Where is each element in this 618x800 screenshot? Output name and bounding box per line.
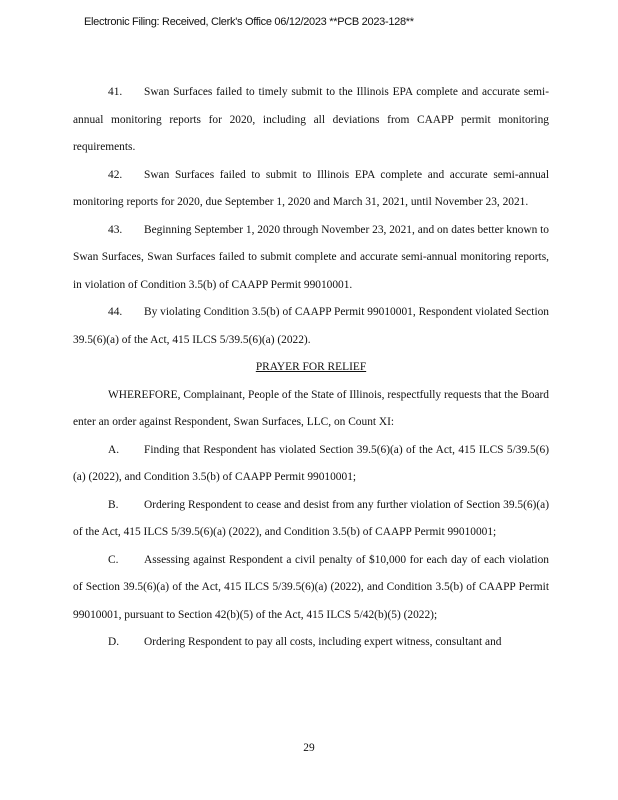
relief-item-c xyxy=(73,547,549,630)
paragraph-text: Swan Surfaces failed to submit to Illinois EPA complete and accurate semi-annual monitoring reports for 2020, due September 1, 2020 and March 31, 2021, until November 23, 2021. xyxy=(73,168,549,208)
paragraph-44 xyxy=(73,299,549,354)
item-letter: C. xyxy=(108,553,119,566)
item-text: Assessing against Respondent a civil penalty of $10,000 for each day of each violation of Section 39.5(6)(a) of the Act, 415 ILCS 5/39.5(6)(a) (2022), and Condition 3.5(b) of CAAPP Permit 99010001, pursuant to Section 42(b)(5) of the Act, 415 ILCS 5/42(b)(5) (2022); xyxy=(73,553,549,621)
item-letter: B. xyxy=(108,498,119,511)
page-number: 29 xyxy=(303,742,315,754)
prayer-heading: PRAYER FOR RELIEF xyxy=(255,361,367,373)
filing-stamp-header: Electronic Filing: Received, Clerk's Office 06/12/2023 **PCB 2023-128** xyxy=(84,16,414,28)
item-text: Finding that Respondent has violated Section 39.5(6)(a) of the Act, 415 ILCS 5/39.5(6)(a) (2022), and Condition 3.5(b) of CAAPP Permit 99010001; xyxy=(73,443,549,483)
relief-item-a xyxy=(73,437,549,492)
item-letter: D. xyxy=(108,636,120,648)
paragraph-text: By violating Condition 3.5(b) of CAAPP Permit 99010001, Respondent violated Section 39.5(6)(a) of the Act, 415 ILCS 5/39.5(6)(a) (2022). xyxy=(73,306,549,346)
paragraph-text: Swan Surfaces failed to timely submit to the Illinois EPA complete and accurate semi-annual monitoring reports for 2020, including all deviations from CAAPP permit monitoring requirements. xyxy=(73,86,549,153)
item-letter: A. xyxy=(108,443,120,456)
paragraph-number: 42. xyxy=(108,168,123,181)
paragraph-42 xyxy=(73,162,549,217)
item-text: Ordering Respondent to pay all costs, including expert witness, consultant and xyxy=(144,636,502,648)
paragraph-number: 43. xyxy=(108,223,123,236)
section-heading xyxy=(73,354,549,382)
relief-item-d xyxy=(73,629,549,657)
document-body xyxy=(73,79,549,657)
paragraph-text: Beginning September 1, 2020 through November 23, 2021, and on dates better known to Swan Surfaces, Swan Surfaces failed to submit complete and accurate semi-annual monitoring reports, in violation of Condition 3.5(b) of CAAPP Permit 99010001. xyxy=(73,223,549,291)
paragraph-41 xyxy=(73,79,549,162)
paragraph-number: 41. xyxy=(108,86,123,98)
prayer-intro: WHEREFORE, Complainant, People of the State of Illinois, respectfully requests that the Board enter an order against Respondent, Swan Surfaces, LLC, on Count XI: xyxy=(73,388,549,428)
item-text: Ordering Respondent to cease and desist from any further violation of Section 39.5(6)(a) of the Act, 415 ILCS 5/39.5(6)(a) (2022), and Condition 3.5(b) of CAAPP Permit 99010001; xyxy=(73,498,549,538)
paragraph-43 xyxy=(73,217,549,300)
paragraph-number: 44. xyxy=(108,306,123,318)
relief-item-b xyxy=(73,492,549,547)
